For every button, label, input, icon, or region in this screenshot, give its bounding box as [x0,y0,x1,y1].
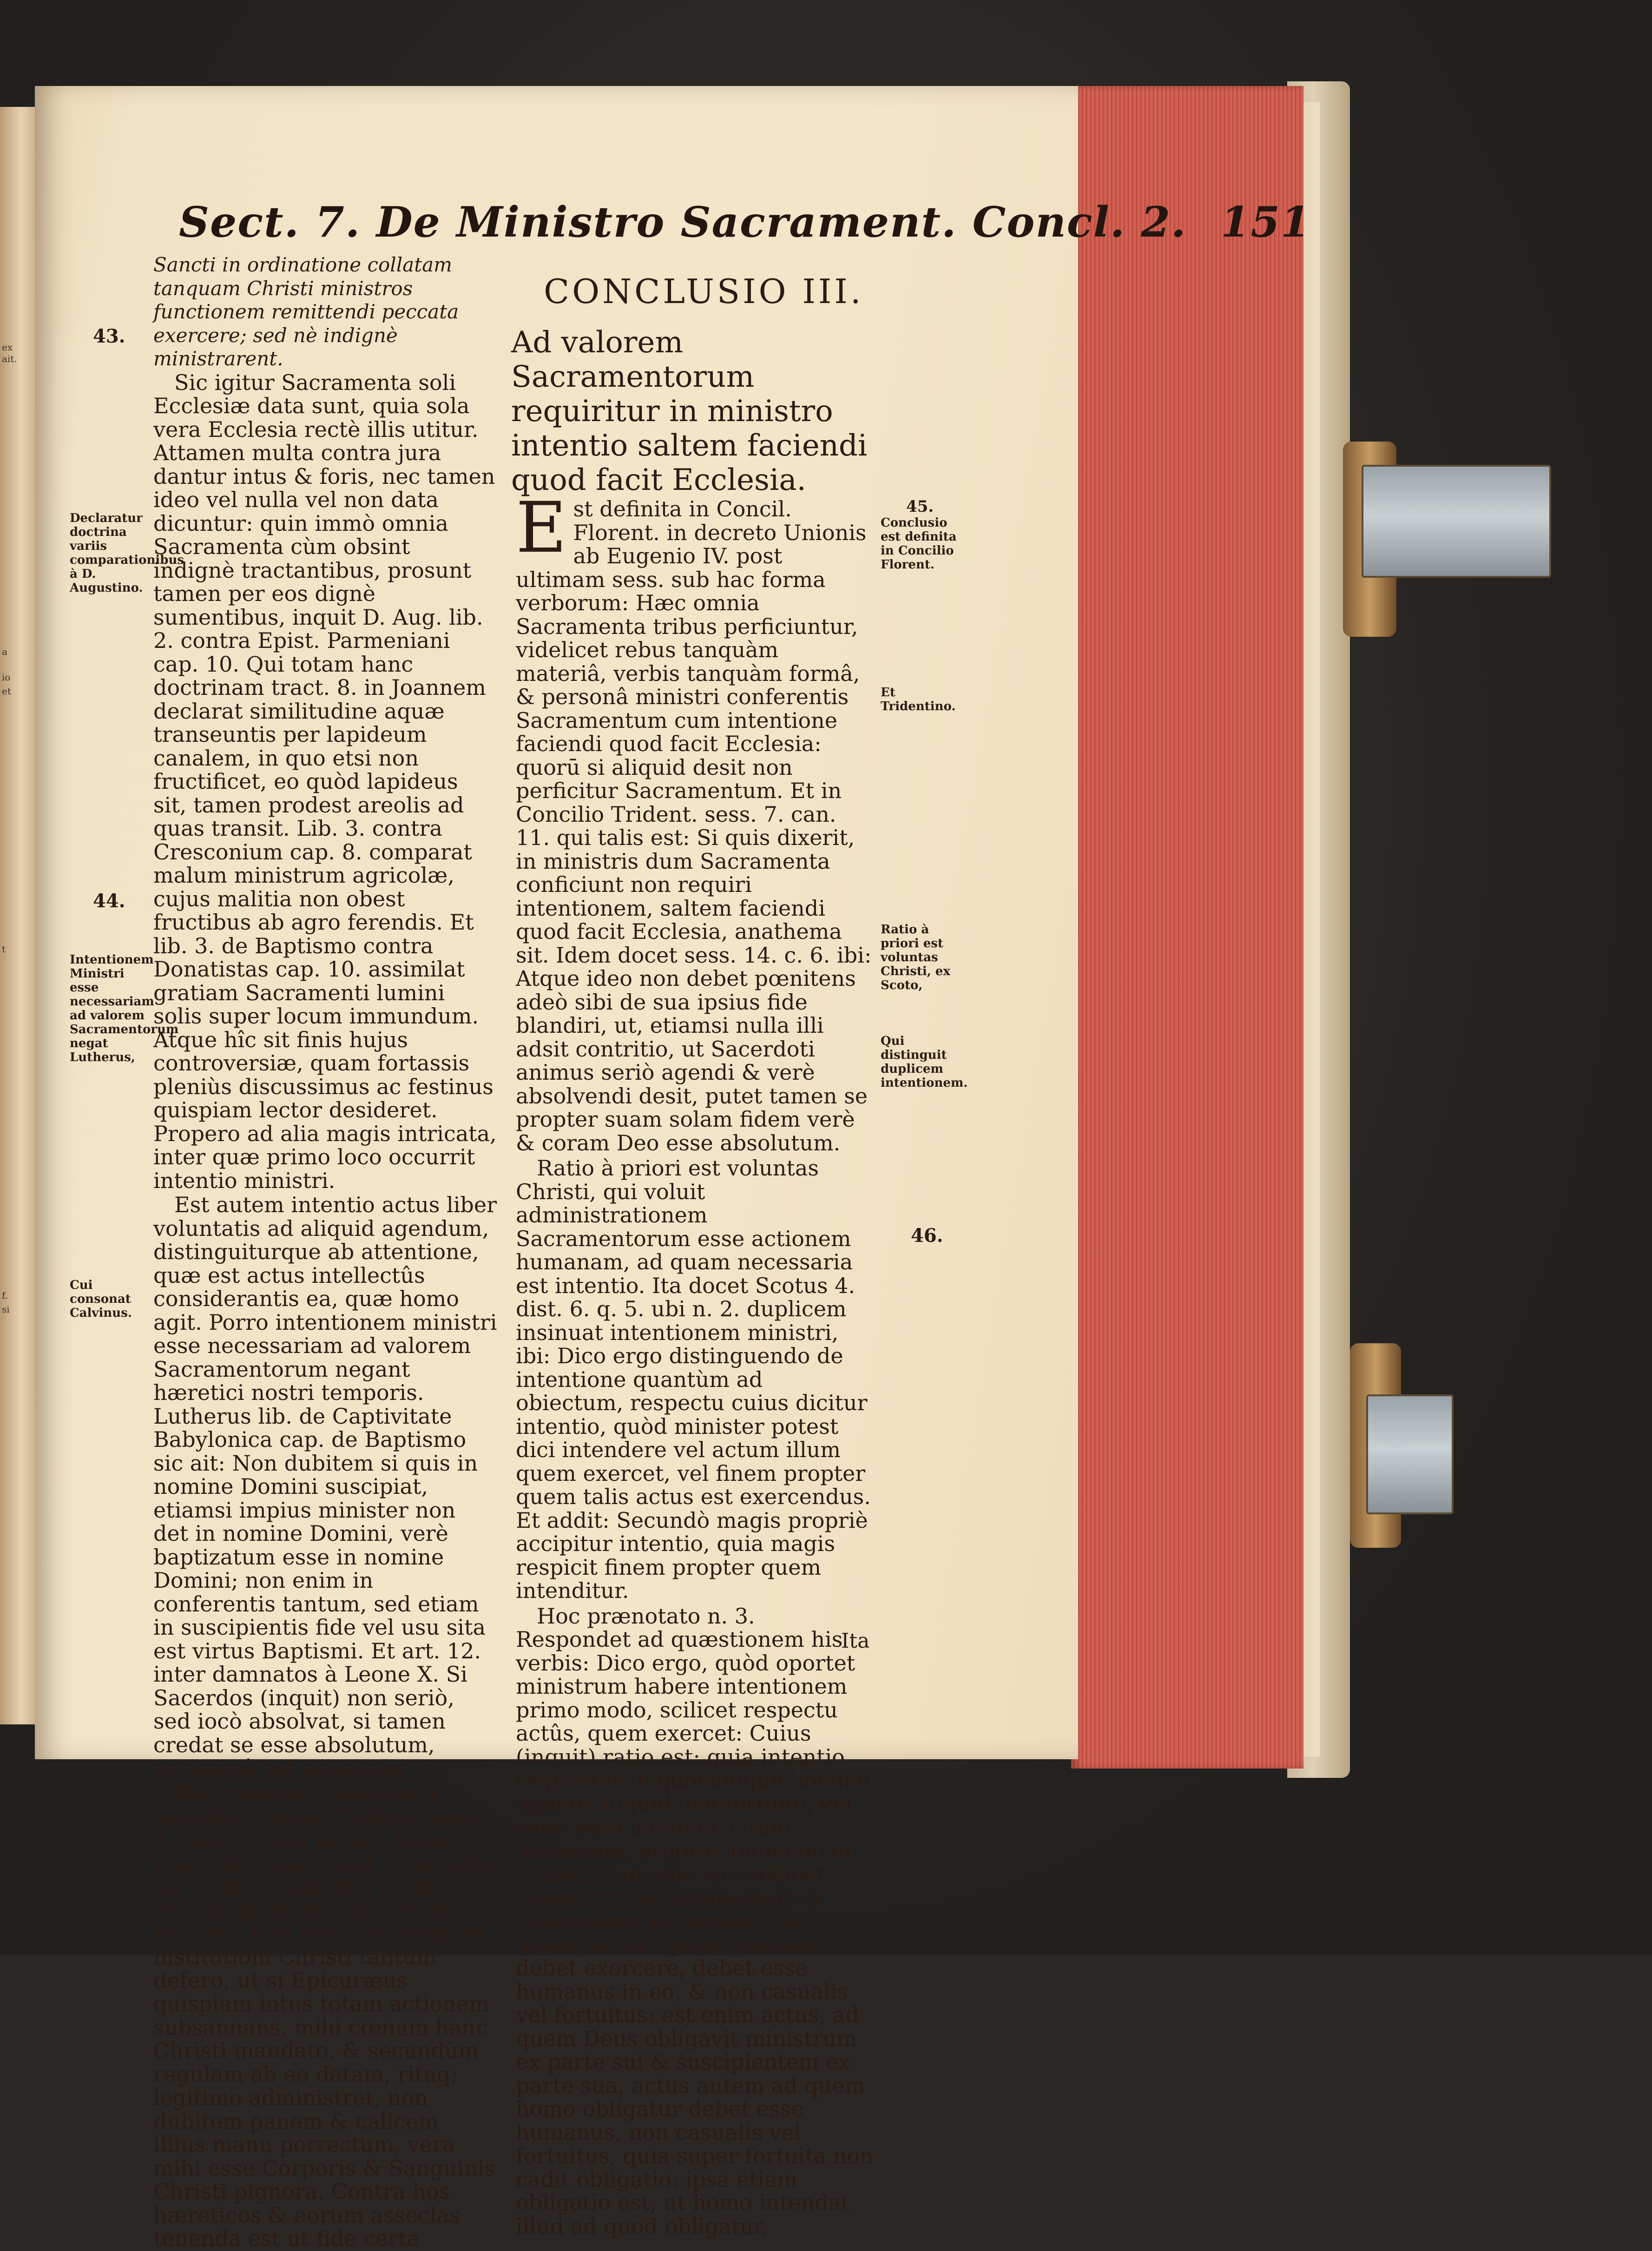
right-text-column [516,488,876,2239]
edge-stamp-mark [1083,725,1099,822]
red-fore-edge [1071,86,1303,1769]
left-text-column [153,253,497,2251]
margin-note: Intentionem Ministri esse necessariam ad valorem Sacramentorum negat Lutherus, [70,953,179,1064]
right-paragraph [516,488,876,1155]
leaf-fragment: t [2,944,6,955]
right-paragraph-text: st definita in Concil. Florent. in decreto Unionis ab Eugenio IV. post ultimam sess. sub hac forma verborum: Hæc omnia Sacramenta tribus perficiuntur, videlicet rebus tanquàm materiâ, verbis tanquàm formâ, & personâ ministri conferentis Sacramentum cum intentione faciendi quod facit Ecclesia: quorū si aliquid desit non perficitur Sacramentum. Et in Concilio Trident. sess. 7. can. 11. qui talis est: Si quis dixerit, in ministris dum Sacramenta conficiunt non requiri intentionem, saltem faciendi quod facit Ecclesia, anathema sit. Idem docet sess. 14. c. 6. ibi: Atque ideo non debet pœnitens adeò sibi de sua ipsius fide blandiri, ut, etiamsi nulla illi adsit contritio, ut Sacerdoti animus seriò agendi & verè absolvendi desit, putet tamen se propter suam solam fidem verè & coram Deo esse absolutum. [516,496,872,1155]
margin-note: Declaratur doctrina variis comparationibus à D. Augustino. [70,511,184,595]
leaf-fragment: ex [2,342,13,353]
margin-number: 46. [911,1225,943,1247]
previous-page-edge [0,107,36,1724]
right-paragraph: Ratio à priori est voluntas Christi, qui voluit administrationem Sacramentorum esse actionem humanam, ad quam necessaria est intentio. Ita docet Scotus 4. dist. 6. q. 5. ubi n. 2. duplicem insinuat intentionem ministri, ibi: Dico ergo distinguendo de intentione quantùm ad obiectum, respectu cuius dicitur intentio, quòd minister potest dici intendere vel actum illum quem exercet, vel finem propter quem talis actus est exercendus. Et addit: Secundò magis propriè accipitur intentio, quia magis respicit finem propter quem intenditur. [516,1155,871,1603]
margin-note: Cui consonat Calvinus. [70,1278,132,1320]
margin-number: 44. [93,890,125,912]
leaf-fragment: io [2,672,11,683]
left-paragraph: His consonat Calvinus in Antidoto Concil. Trident. sess. 7. can. 11. ubi sic ait: Quod enim de consecrandi intentione garriunt, à sophistis nullâ ratione probabili fuit proditum. Et infra: Ego verò sacrosanctæ institutioni Christi tantùm defero, ut si Epicuræus quispiam intus totam actionem subsannans, mihi cœnam hanc Christi mandato, & secundùm regulam ab eo datam, rituq; legitimo administret, non dubitem panem & calicem illius manu porrectum, vera mihi esse Corporis & Sanguinis Christi pignora. Contra hos hæreticos & eorum asseclas tenenda est ut fide certa [153,1780,496,2251]
leaf-fragment: a [2,646,7,657]
margin-note: Et Tridentino. [881,686,956,713]
lower-clasp-icon [1366,1394,1454,1514]
margin-number: 45. [906,497,934,516]
margin-number: 43. [93,325,125,347]
conclusion-title: CONCLUSIO III. [544,272,864,311]
leaf-fragment: f. [2,1290,8,1301]
running-title: Sect. 7. De Ministro Sacrament. Concl. 2. [179,198,1187,247]
catchword: Ita [841,1629,870,1653]
left-paragraph: Est autem intentio actus liber voluntatis ad aliquid agendum, distinguiturque ab attentione, quæ est actus intellectûs considerantis ea, quæ homo agit. Porro intentionem ministri esse necessariam ad valorem Sacramentorum negant hæretici nostri temporis. Lutherus lib. de Captivitate Babylonica cap. de Baptismo sic ait: Non dubitem si quis in nomine Domini suscipiat, etiamsi impius minister non det in nomine Domini, verè baptizatum esse in nomine Domini; non enim in conferentis tantum, sed etiam in suscipientis fide vel usu sita est virtus Baptismi. Et art. 12. inter damnatos à Leone X. Si Sacerdos (inquit) non seriò, sed iocò absolvat, si tamen credat se esse absolutum, verissimè est absolutus. [153,1192,497,1781]
page-number: 151 [1220,198,1311,247]
leaf-fragment: ait. [2,353,17,364]
leaf-fragment: et [2,686,11,697]
margin-note: Qui distinguit duplicem intentionem. [881,1034,968,1090]
margin-note: Conclusio est definita in Concilio Florent. [881,516,957,572]
margin-note: Ratio à priori est voluntas Christi, ex Scoto, [881,923,950,992]
drop-cap: E [516,488,567,568]
upper-clasp-icon [1362,465,1551,578]
conclusion-statement: Ad valorem Sacramentorum requiritur in ministro intentio saltem faciendi quod facit Ecclesia. [511,325,868,497]
right-paragraph: Hoc prænotato n. 3. Respondet ad quæstionem his verbis: Dico ergo, quòd oportet ministrum habere intentionem primo modo, scilicet respectu actûs, quem exercet: Cuius (inquit) ratio est; quia intentio requiritur in quocumque homine agente aliquid non fortuitò, vel exercente aliquem actum humanum, propriè loquendo de actibus humanis, qui scilicet causantur per intellectum & voluntatem ab homine. Ille autem actus, quem minister debet exercere, debet esse humanus in eo, & non casualis vel fortuitus: est enim actus, ad quem Deus obligavit ministrum ex parte sui & suscipientem ex parte sua, actus autem ad quem homo obligatur debet esse humanus, non casualis vel fortuitus, quia super fortuita non cadit obligatio: ipsa etiam obligatio est, ut homo intendat illud ad quod obligatur. [516,1603,874,2239]
left-paragraph: Sic igitur Sacramenta soli Ecclesiæ data sunt, quia sola vera Ecclesia rectè illis utitur. Attamen multa contra jura dantur intus & foris, nec tamen ideo vel nulla vel non data dicuntur: quin immò omnia Sacramenta cùm obsint indignè tractantibus, prosunt tamen per eos dignè sumentibus, inquit D. Aug. lib. 2. contra Epist. Parmeniani cap. 10. Qui totam hanc doctrinam tract. 8. in Joannem declarat similitudine aquæ transeuntis per lapideum canalem, in quo etsi non fructificet, eo quòd lapideus sit, tamen prodest areolis ad quas transit. Lib. 3. contra Cresconium cap. 8. comparat malum ministrum agricolæ, cujus malitia non obest fructibus ab agro ferendis. Et lib. 3. de Baptismo contra Donatistas cap. 10. assimilat gratiam Sacramenti lumini solis super locum immundum. Atque hîc sit finis hujus controversiæ, quam fortassis pleniùs discussimus ac festinus quispiam lector desideret. Propero ad alia magis intricata, inter quæ primo loco occurrit intentio ministri. [153,370,497,1193]
leaf-fragment: si [2,1304,10,1315]
left-paragraph: Sancti in ordinatione collatam tanquam Christi ministros functionem remittendi peccata exercere; sed nè indignè ministrarent. [153,253,459,370]
running-header [179,198,1311,247]
